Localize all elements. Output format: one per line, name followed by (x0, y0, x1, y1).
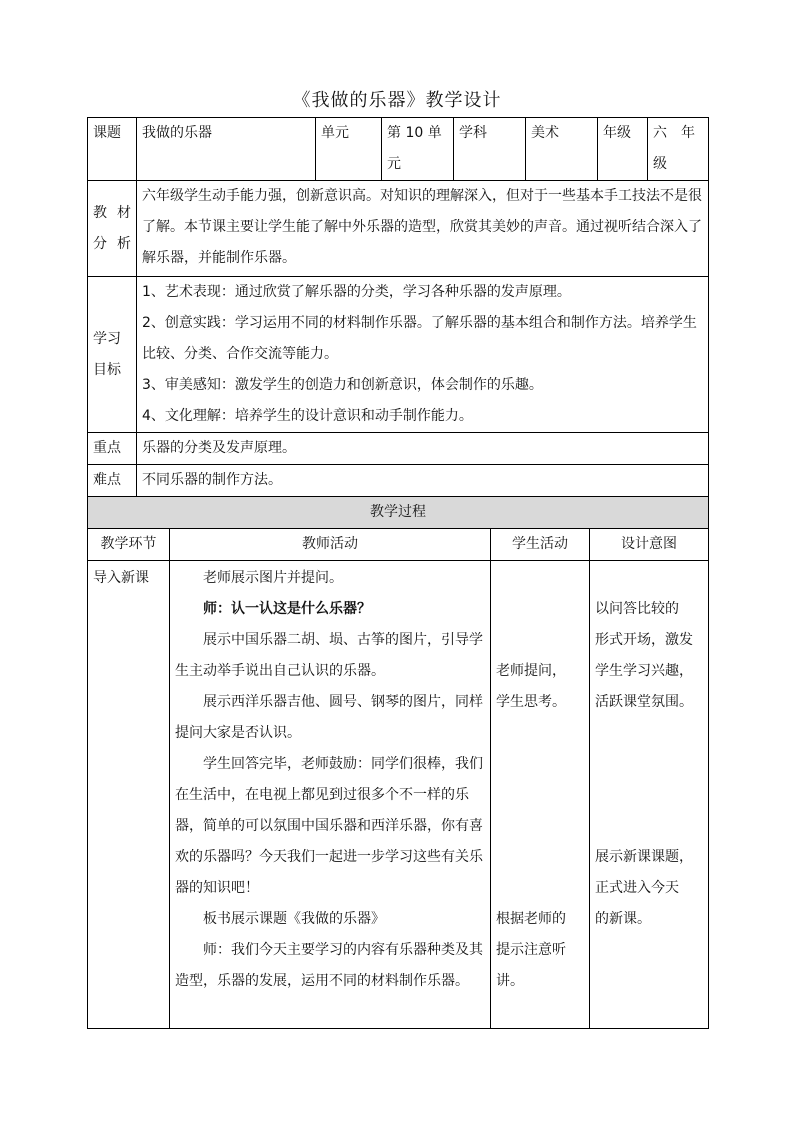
key-point-label: 重点 (88, 433, 137, 465)
process-title-row (88, 497, 709, 529)
teacher-paragraph: 老师展示图片并提问。 (203, 570, 343, 586)
objective-item: 2、创意实践：学习运用不同的材料制作乐器。了解乐器的基本组合和制作方法。培养学生比较、分类、合作交流等能力。 (142, 315, 697, 362)
info-row-analysis (88, 181, 709, 277)
info-row-key-point (88, 433, 709, 465)
design-intent-line: 展示新课课题， (595, 849, 693, 865)
teacher-paragraph: 板书展示课题《我做的乐器》 (203, 911, 385, 927)
student-activity-line: 根据老师的 (496, 911, 566, 927)
student-activity-line: 学生思考。 (496, 694, 566, 710)
student-activity (491, 561, 590, 1029)
design-intent-line: 正式进入今天 (595, 880, 679, 896)
student-activity-line: 老师提问， (496, 663, 566, 679)
design-intent-line: 形式开场，激发 (595, 632, 693, 648)
process-row-intro (88, 561, 709, 1029)
difficulty-label: 难点 (88, 465, 137, 497)
teacher-activity (170, 561, 491, 1029)
process-table (87, 496, 709, 1029)
column-header-teacher: 教师活动 (170, 529, 491, 561)
subject-label: 学科 (454, 118, 526, 181)
student-activity-line: 讲。 (496, 973, 524, 989)
analysis-text: 六年级学生动手能力强，创新意识高。对知识的理解深入，但对于一些基本手工技法不是很了解。本节课主要让学生能了解中外乐器的造型，欣赏其美妙的声音。通过视听结合深入了解乐器，并能制作乐器。 (137, 181, 709, 277)
column-header-intent: 设计意图 (590, 529, 709, 561)
unit-value (382, 118, 454, 181)
objectives-label (88, 277, 137, 433)
grade-value-line: 六 年 (653, 125, 695, 141)
design-intent-line: 活跃课堂氛围。 (595, 694, 693, 710)
analysis-label-line: 教材 (93, 204, 131, 221)
analysis-label-line: 分析 (93, 235, 131, 252)
course-value: 我做的乐器 (137, 118, 316, 181)
key-point-text: 乐器的分类及发声原理。 (137, 433, 709, 465)
teacher-paragraph: 师：认一认这是什么乐器？ (203, 601, 371, 617)
design-intent-line: 的新课。 (595, 911, 651, 927)
course-label: 课题 (88, 118, 137, 181)
design-intent (590, 561, 709, 1029)
objective-item: 3、审美感知：激发学生的创造力和创新意识，体会制作的乐趣。 (142, 377, 543, 393)
unit-value-line: 元 (387, 156, 401, 172)
column-header-student: 学生活动 (491, 529, 590, 561)
info-row-objectives (88, 277, 709, 433)
subject-value: 美术 (526, 118, 598, 181)
info-row-difficulty (88, 465, 709, 497)
unit-label: 单元 (316, 118, 382, 181)
stage-cell: 导入新课 (88, 561, 170, 1029)
objectives-list (137, 277, 709, 433)
design-intent-line: 学生学习兴趣， (595, 663, 693, 679)
process-header-row (88, 529, 709, 561)
unit-value-line: 第 10 单 (387, 125, 442, 141)
grade-value (648, 118, 709, 181)
teacher-paragraph: 师：我们今天主要学习的内容有乐器种类及其造型，乐器的发展，运用不同的材料制作乐器。 (175, 942, 483, 989)
teacher-paragraph: 展示西洋乐器吉他、圆号、钢琴的图片，同样提问大家是否认识。 (175, 694, 483, 741)
difficulty-text: 不同乐器的制作方法。 (137, 465, 709, 497)
info-row-header (88, 118, 709, 181)
objective-item: 4、文化理解：培养学生的设计意识和动手制作能力。 (142, 408, 473, 424)
info-table (87, 117, 709, 497)
column-header-stage: 教学环节 (88, 529, 170, 561)
objective-item: 1、艺术表现：通过欣赏了解乐器的分类，学习各种乐器的发声原理。 (142, 284, 571, 300)
teacher-paragraph: 展示中国乐器二胡、埙、古筝的图片，引导学生主动举手说出自己认识的乐器。 (175, 632, 483, 679)
grade-value-line: 级 (653, 156, 667, 172)
page-title: 《我做的乐器》教学设计 (292, 90, 502, 111)
design-intent-line: 以问答比较的 (595, 601, 679, 617)
objectives-label-line: 目标 (93, 361, 121, 378)
analysis-label (88, 181, 137, 277)
objectives-label-line: 学习 (93, 330, 121, 347)
teacher-paragraph: 学生回答完毕，老师鼓励：同学们很棒，我们在生活中，在电视上都见到过很多个不一样的乐器，简单的可以氛围中国乐器和西洋乐器，你有喜欢的乐器吗？今天我们一起进一步学习这些有关乐器的知识吧！ (175, 756, 483, 896)
process-title: 教学过程 (88, 497, 709, 529)
student-activity-line: 提示注意听 (496, 942, 566, 958)
grade-label: 年级 (598, 118, 648, 181)
